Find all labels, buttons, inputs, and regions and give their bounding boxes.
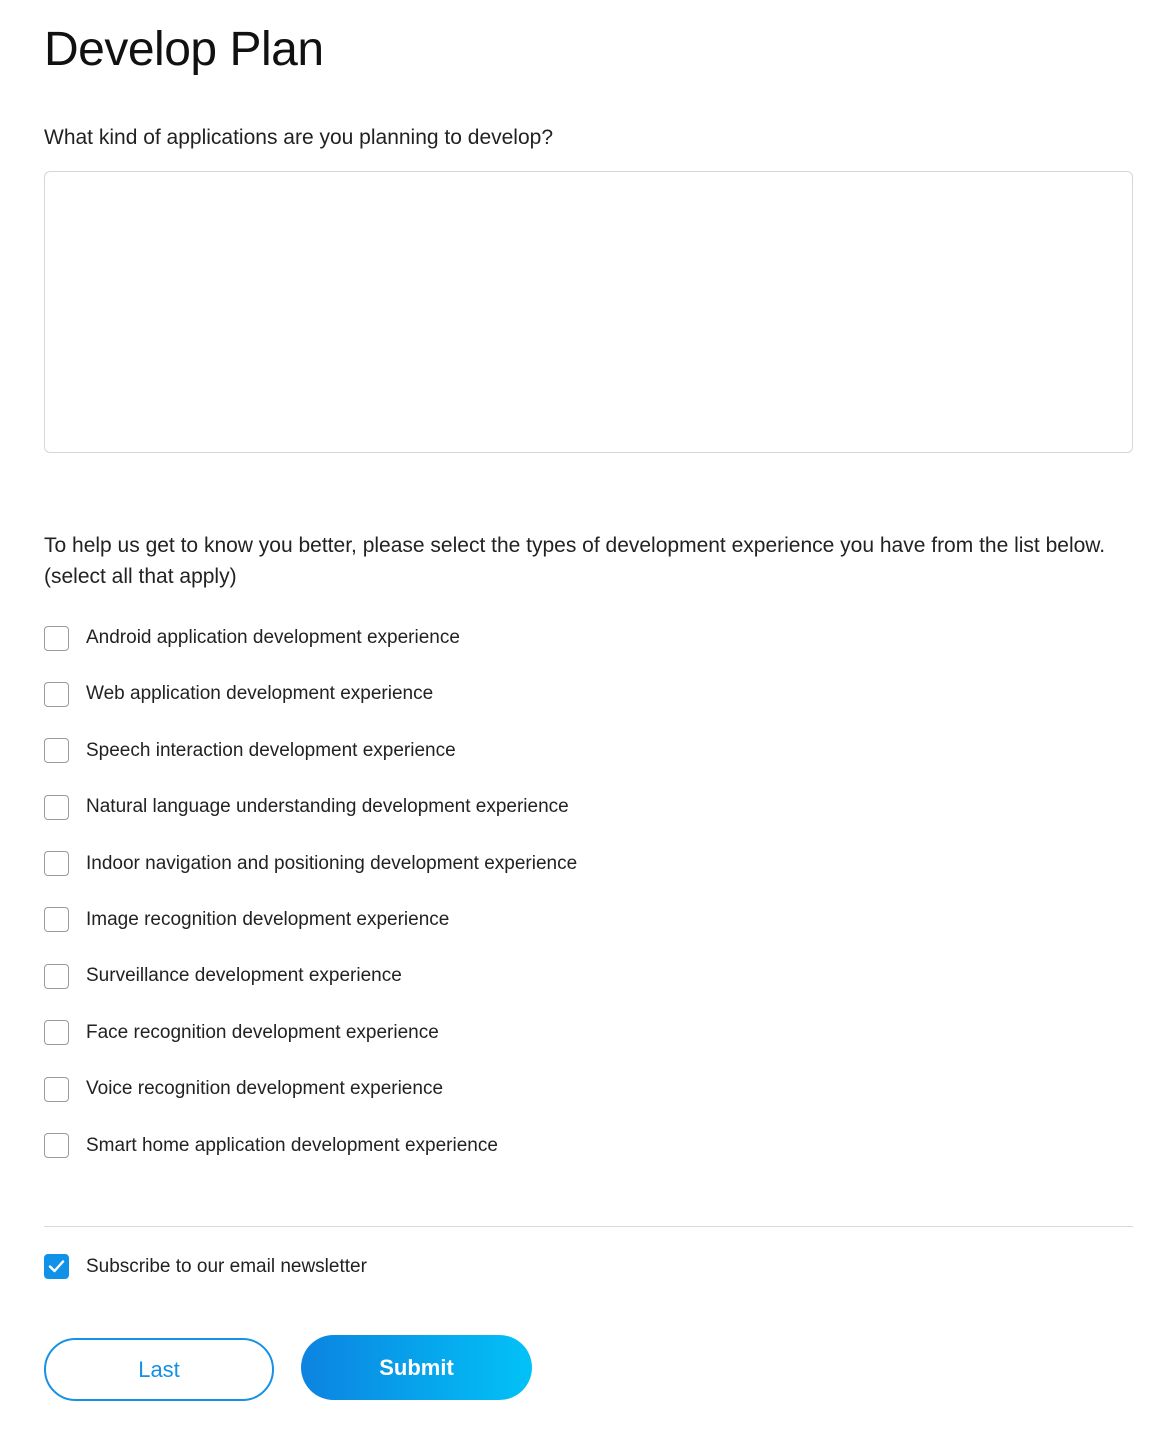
experience-option-surveillance[interactable] [44, 962, 577, 990]
option-label: Android application development experience [86, 627, 460, 648]
experience-option-smart-home[interactable] [44, 1132, 577, 1160]
option-label: Web application development experience [86, 683, 434, 705]
option-label: Surveillance development experience [86, 965, 402, 987]
checkbox[interactable] [44, 964, 69, 989]
last-button[interactable]: Last [44, 1338, 274, 1401]
option-label: Smart home application development experience [86, 1134, 498, 1156]
submit-button[interactable]: Submit [301, 1335, 532, 1400]
page-title: Develop Plan [44, 23, 324, 76]
checkbox[interactable] [44, 738, 69, 763]
checkbox[interactable] [44, 1020, 69, 1045]
checkbox[interactable] [44, 682, 69, 707]
experience-option-nlu[interactable] [44, 793, 577, 821]
option-label: Image recognition development experience [86, 908, 450, 930]
section-divider [44, 1226, 1133, 1227]
applications-textarea[interactable] [44, 171, 1133, 453]
experience-option-image-recognition[interactable] [44, 906, 577, 934]
option-label: Natural language understanding development experience [86, 796, 569, 818]
checkbox[interactable] [44, 795, 69, 820]
checkbox[interactable] [44, 851, 69, 876]
experience-option-speech[interactable] [44, 737, 577, 765]
option-label: Indoor navigation and positioning development experience [86, 852, 578, 874]
option-label: Face recognition development experience [86, 1021, 439, 1043]
checkbox[interactable] [44, 1077, 69, 1102]
experience-option-indoor-navigation[interactable] [44, 850, 577, 878]
checkbox[interactable] [44, 1133, 69, 1158]
experience-option-face-recognition[interactable] [44, 1019, 577, 1047]
experience-option-voice-recognition[interactable] [44, 1075, 577, 1103]
checkbox[interactable] [44, 626, 69, 651]
applications-question: What kind of applications are you planning to develop? [44, 126, 554, 149]
experience-option-android[interactable] [44, 624, 577, 652]
newsletter-checkbox[interactable] [44, 1254, 69, 1279]
newsletter-option[interactable] [44, 1254, 367, 1279]
experience-prompt: To help us get to know you better, please select the types of development experience you have from the list below. (select all that apply) [44, 534, 1106, 588]
checkbox[interactable] [44, 907, 69, 932]
experience-option-web[interactable] [44, 680, 577, 708]
checkmark-icon [48, 1259, 65, 1274]
option-label: Speech interaction development experience [86, 739, 456, 761]
option-label: Voice recognition development experience [86, 1078, 444, 1100]
newsletter-label: Subscribe to our email newsletter [86, 1255, 367, 1277]
experience-options-list [44, 624, 577, 1188]
